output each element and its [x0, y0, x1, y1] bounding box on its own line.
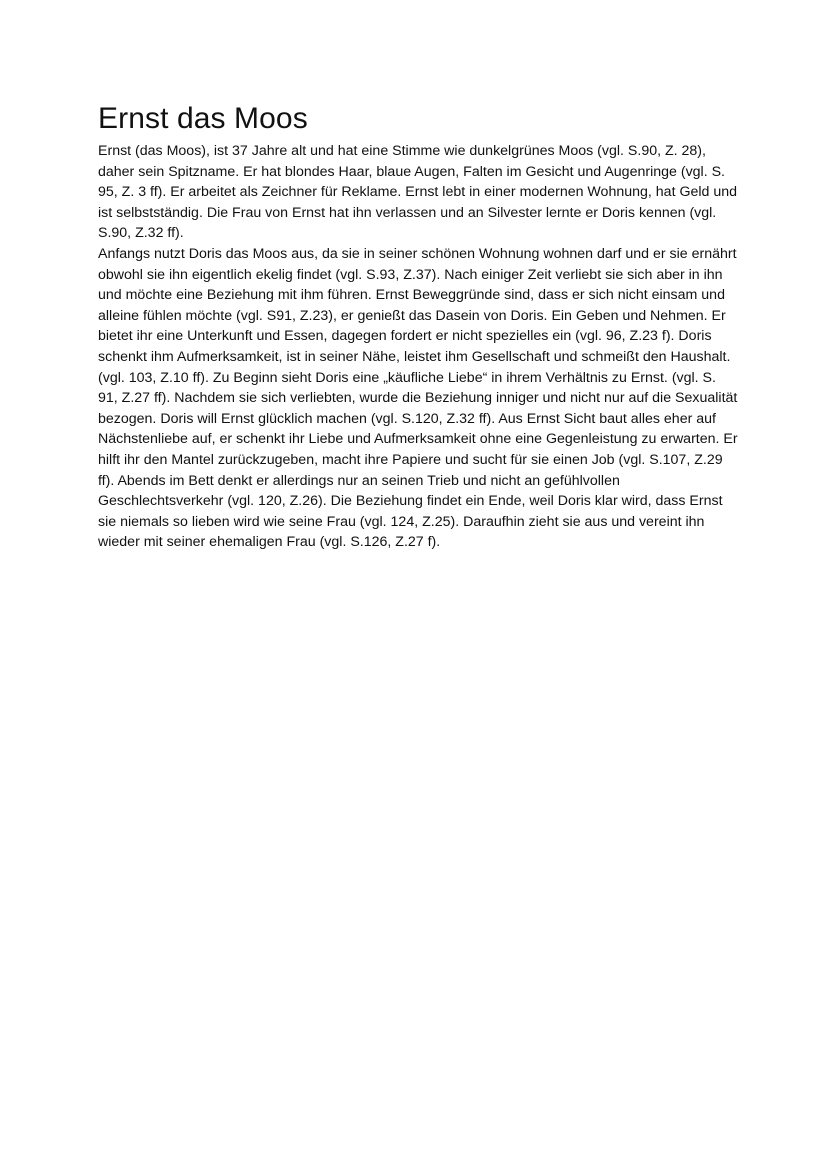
paragraph-2: Anfangs nutzt Doris das Moos aus, da sie in seiner schönen Wohnung wohnen darf und er sie ernährt obwohl sie ihn eigentlich ekelig findet (vgl. S.93, Z.37). Nach einiger Zeit verliebt sie sich aber in ihn und möchte eine Beziehung mit ihm führen. Ernst Beweggründe sind, dass er sich nicht einsam und alleine fühlen möchte (vgl. S91, Z.23), er genießt das Dasein von Doris. Ein Geben und Nehmen. Er bietet ihr eine Unterkunft und Essen, dagegen fordert er nicht spezielles ein (vgl. 96, Z.23 f). Doris schenkt ihm Aufmerksamkeit, ist in seiner Nähe, leistet ihm Gesellschaft und schmeißt den Haushalt. (vgl. 103, Z.10 ff). Zu Beginn sieht Doris eine „käufliche Liebe“ in ihrem Verhältnis zu Ernst. (vgl. S. 91, Z.27 ff). Nachdem sie sich verliebten, wurde die Beziehung inniger und nicht nur auf die Sexualität bezogen. Doris will Ernst glücklich machen (vgl. S.120, Z.32 ff). Aus Ernst Sicht baut alles eher auf Nächstenliebe auf, er schenkt ihr Liebe und Aufmerksamkeit ohne eine Gegenleistung zu erwarten. Er hilft ihr den Mantel zurückzugeben, macht ihre Papiere und sucht für sie einen Job (vgl. S.107, Z.29 ff). Abends im Bett denkt er allerdings nur an seinen Trieb und nicht an gefühlvollen Geschlechtsverkehr (vgl. 120, Z.26). Die Beziehung findet ein Ende, weil Doris klar wird, dass Ernst sie niemals so lieben wird wie seine Frau (vgl. 124, Z.25). Daraufhin zieht sie aus und vereint ihn wieder mit seiner ehemaligen Frau (vgl. S.126, Z.27 f).: [98, 245, 738, 551]
paragraph-1: Ernst (das Moos), ist 37 Jahre alt und hat eine Stimme wie dunkelgrünes Moos (vgl. S.90, Z. 28), daher sein Spitzname. Er hat blondes Haar, blaue Augen, Falten im Gesicht und Augenringe (vgl. S. 95, Z. 3 ff). Er arbeitet als Zeichner für Reklame. Ernst lebt in einer modernen Wohnung, hat Geld und ist selbstständig. Die Frau von Ernst hat ihn verlassen und an Silvester lernte er Doris kennen (vgl. S.90, Z.32 ff).: [98, 143, 738, 242]
document-title: Ernst das Moos: [98, 102, 308, 135]
document-content: [98, 101, 738, 553]
